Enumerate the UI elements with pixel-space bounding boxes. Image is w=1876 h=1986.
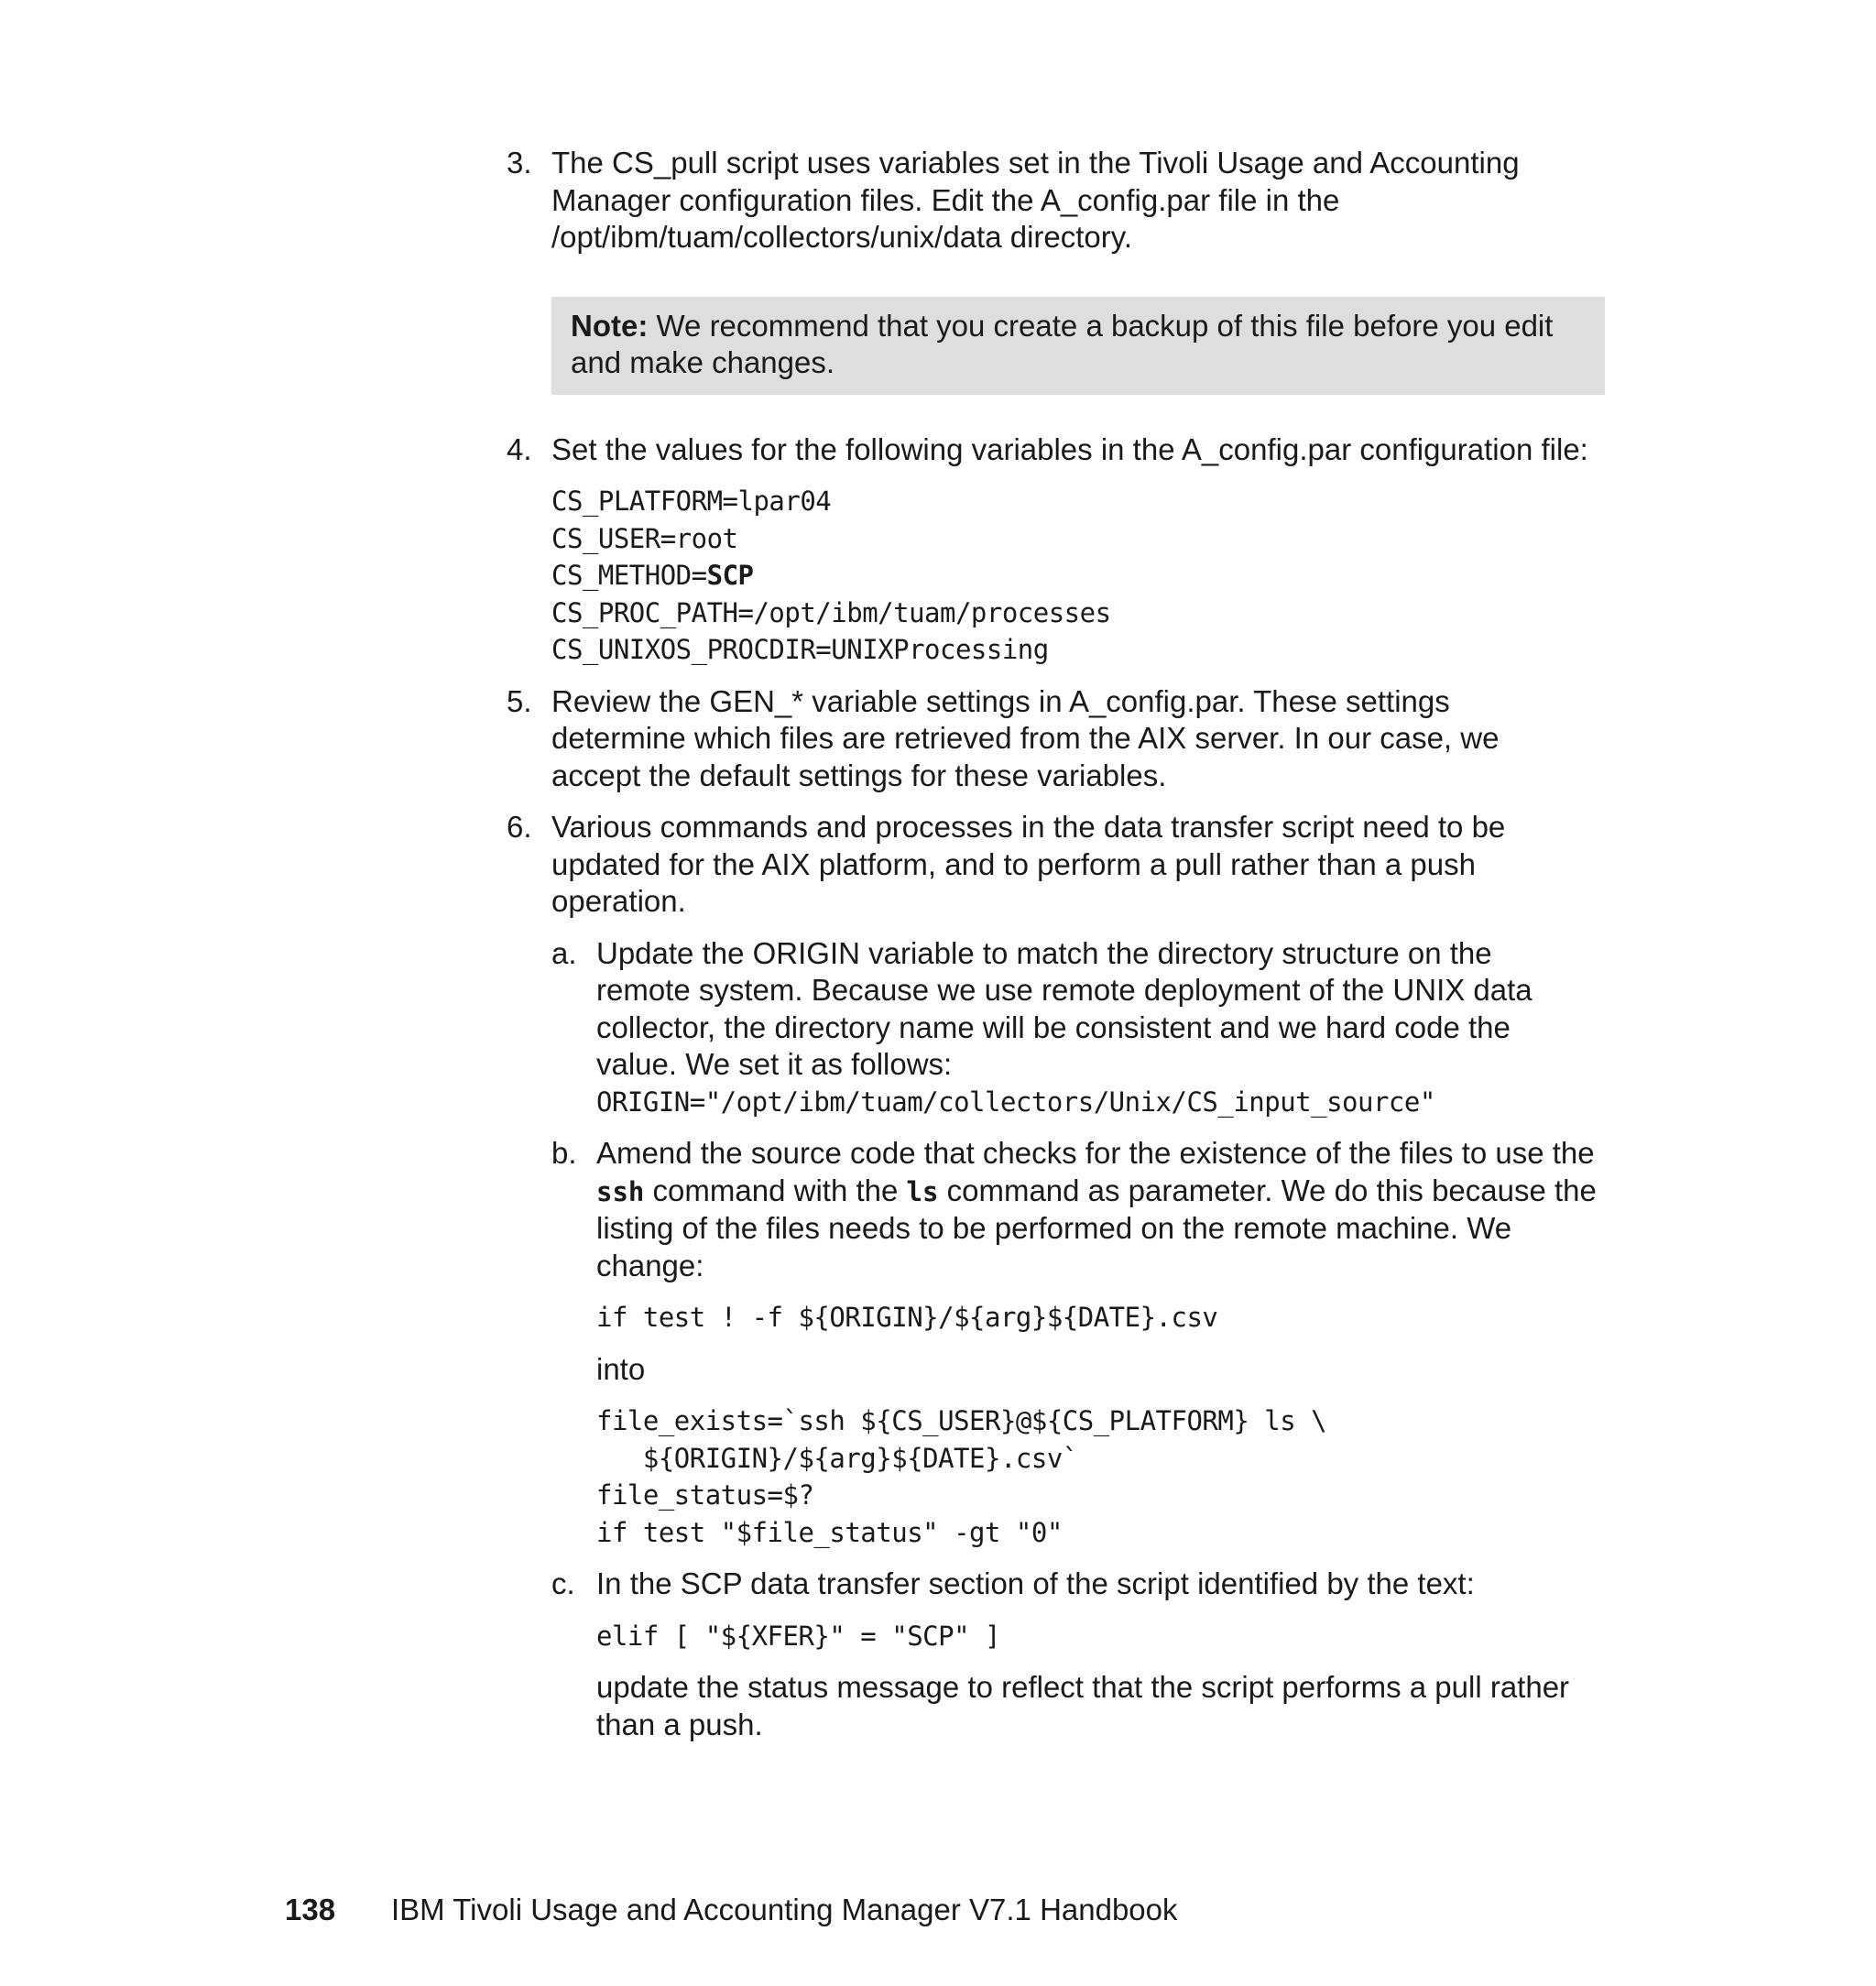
code-cs-method: CS_METHOD=SCP — [551, 560, 754, 591]
substep-b-line-3: listing of the files needs to be performed on the remote machine. We — [596, 1211, 1512, 1245]
substep-a-line-4: value. We set it as follows: — [596, 1047, 953, 1081]
step-6-line-1: Various commands and processes in the data transfer script need to be — [551, 810, 1506, 844]
step-number: 4. — [507, 431, 532, 466]
code-before: if test ! -f ${ORIGIN}/${arg}${DATE}.csv — [596, 1302, 1218, 1333]
note-line-1: We recommend that you create a backup of this file before you edit — [648, 308, 1554, 343]
substep-a-line-1: Update the ORIGIN variable to match the directory structure on the — [596, 935, 1492, 970]
substep-c-line-3: than a push. — [596, 1707, 763, 1741]
code-cs-unixos-procdir: CS_UNIXOS_PROCDIR=UNIXProcessing — [551, 634, 1049, 665]
code-cs-platform: CS_PLATFORM=lpar04 — [551, 486, 832, 517]
page-content — [507, 145, 1606, 1743]
substep-c-line-1: In the SCP data transfer section of the script identified by the text: — [596, 1566, 1475, 1600]
code-cs-proc-path: CS_PROC_PATH=/opt/ibm/tuam/processes — [551, 596, 1111, 628]
code-after-3: file_status=$? — [596, 1479, 814, 1511]
substep-c-line-2: update the status message to reflect that the script performs a pull rather — [596, 1670, 1570, 1704]
ssh-command: ssh — [596, 1175, 645, 1207]
step-5-line-3: accept the default settings for these variables. — [551, 758, 1167, 792]
substep-b-line-2: ssh command with the ls command as parameter. We do this because the — [596, 1173, 1597, 1207]
substep-b-line-4: change: — [596, 1248, 704, 1282]
note-box — [551, 297, 1605, 395]
substep-a-line-2: remote system. Because we use remote deployment of the UNIX data — [596, 973, 1532, 1007]
step-number: 5. — [507, 683, 532, 718]
substep-a — [551, 935, 1606, 1121]
step-6-line-2: updated for the AIX platform, and to perform a pull rather than a push — [551, 846, 1476, 881]
substep-c — [551, 1566, 1606, 1743]
step-3-line-2: Manager configuration files. Edit the A_config.par file in the — [551, 182, 1340, 217]
step-4 — [507, 431, 1606, 669]
substep-b-line-1: Amend the source code that checks for the existence of the files to use the — [596, 1136, 1595, 1170]
note-line-2: and make changes. — [571, 345, 835, 379]
step-3 — [507, 145, 1606, 256]
step-3-line-3: /opt/ibm/tuam/collectors/unix/data directory. — [551, 220, 1132, 254]
step-6 — [507, 809, 1606, 1743]
step-5 — [507, 683, 1606, 795]
page-footer — [285, 1892, 1178, 1928]
code-after-4: if test "$file_status" -gt "0" — [596, 1516, 1063, 1548]
book-title: IBM Tivoli Usage and Accounting Manager V7.1 Handbook — [391, 1893, 1178, 1926]
step-4-text: Set the values for the following variables in the A_config.par configuration file: — [551, 431, 1588, 466]
step-5-line-1: Review the GEN_* variable settings in A_config.par. These settings — [551, 683, 1450, 718]
step-number: 3. — [507, 146, 532, 180]
substep-letter: c. — [551, 1566, 575, 1600]
ls-command: ls — [906, 1175, 939, 1207]
substep-b — [551, 1135, 1606, 1551]
step-3-line-1: The CS_pull script uses variables set in the Tivoli Usage and Accounting — [551, 146, 1520, 180]
step-6-line-3: operation. — [551, 884, 686, 918]
substep-letter: a. — [551, 935, 577, 970]
into-text: into — [596, 1351, 646, 1386]
step-number: 6. — [507, 810, 532, 844]
page-number: 138 — [285, 1893, 336, 1926]
code-after-1: file_exists=`ssh ${CS_USER}@${CS_PLATFORM} ls \ — [596, 1405, 1327, 1436]
code-elif: elif [ "${XFER}" = "SCP" ] — [596, 1620, 1000, 1652]
substep-a-line-3: collector, the directory name will be consistent and we hard code the — [596, 1009, 1511, 1044]
substep-letter: b. — [551, 1136, 577, 1170]
step-5-line-2: determine which files are retrieved from the AIX server. In our case, we — [551, 721, 1500, 755]
note-label: Note: — [571, 308, 649, 343]
code-after-2: ${ORIGIN}/${arg}${DATE}.csv` — [596, 1442, 1078, 1474]
code-origin: ORIGIN="/opt/ibm/tuam/collectors/Unix/CS_input_source" — [596, 1086, 1435, 1118]
code-cs-user: CS_USER=root — [551, 522, 738, 554]
